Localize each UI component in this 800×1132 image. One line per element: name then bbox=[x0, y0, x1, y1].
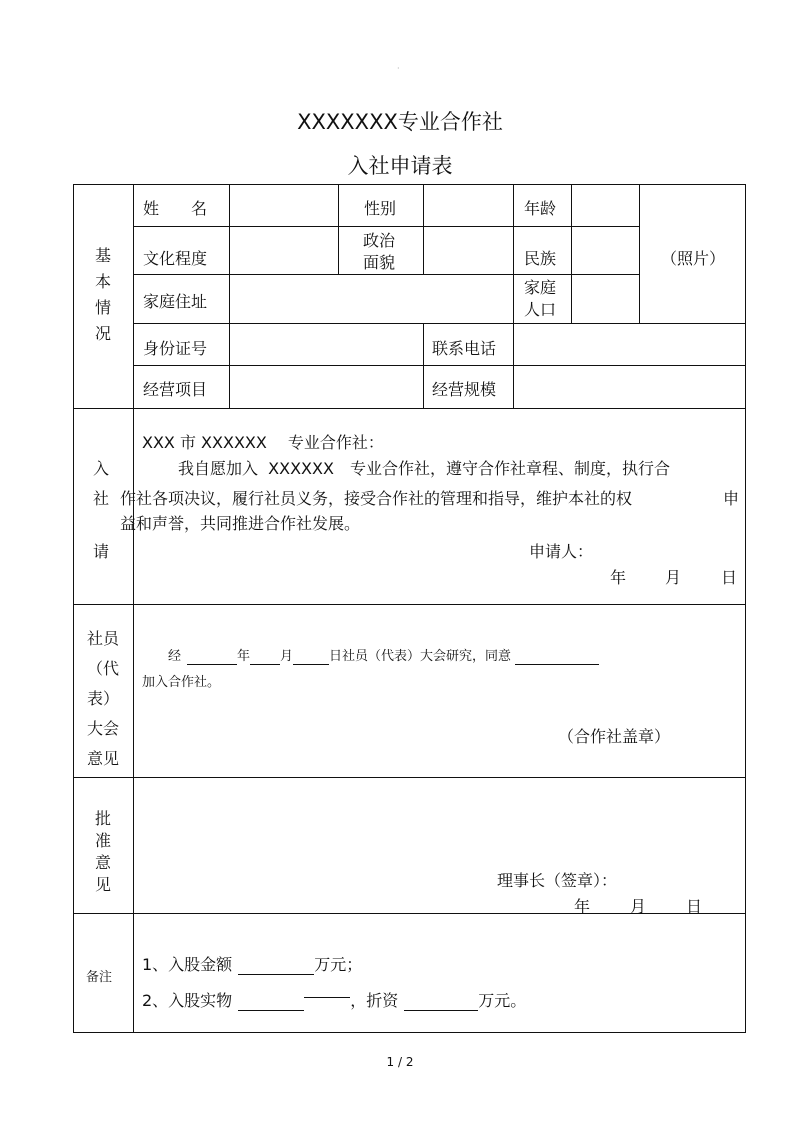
remarks-item-1 bbox=[142, 952, 362, 975]
political-label bbox=[363, 230, 395, 274]
application-salutation: XXX 市 XXXXXX 专业合作社： bbox=[142, 433, 384, 452]
basic-section-char: 情 bbox=[94, 298, 111, 317]
application-line-2: 作社各项决议，履行社员义务，接受合作社的管理和指导，维护本社的权 bbox=[120, 489, 633, 508]
assembly-text: 月 bbox=[280, 649, 294, 664]
assembly-section-label bbox=[73, 624, 133, 774]
approval-section-char: 批 bbox=[94, 809, 111, 828]
assembly-line-2: 加入合作社。 bbox=[142, 675, 221, 690]
applicant-label: 申请人： bbox=[529, 542, 594, 561]
business-field[interactable] bbox=[232, 371, 420, 403]
name-label: 姓 名 bbox=[143, 199, 208, 218]
household-label bbox=[524, 277, 556, 321]
page-title: XXXXXXX专业合作社 bbox=[297, 110, 503, 134]
approval-section-label bbox=[73, 808, 133, 896]
converted-value-blank[interactable] bbox=[404, 991, 478, 1011]
assembly-section-line: 表） bbox=[86, 689, 119, 708]
political-field[interactable] bbox=[426, 240, 511, 270]
age-label: 年龄 bbox=[524, 199, 557, 218]
basic-section-char: 况 bbox=[94, 324, 111, 343]
education-label: 文化程度 bbox=[143, 249, 208, 268]
political-label-line: 面貌 bbox=[363, 253, 396, 272]
basic-section-char: 基 bbox=[94, 246, 111, 265]
assembly-text: 日社员（代表）大会研究，同意 bbox=[329, 649, 512, 664]
share-amount-label: 1、入股金额 bbox=[142, 955, 233, 974]
assembly-year-blank[interactable] bbox=[187, 649, 237, 665]
assembly-name-blank[interactable] bbox=[515, 649, 599, 665]
gender-label: 性别 bbox=[364, 199, 397, 218]
assembly-text: 经 bbox=[168, 649, 182, 664]
ethnicity-field[interactable] bbox=[574, 240, 637, 270]
converted-value-unit: 万元。 bbox=[478, 991, 527, 1010]
application-date-year: 年 bbox=[610, 568, 627, 587]
approval-section-char: 准 bbox=[94, 831, 111, 850]
share-amount-blank[interactable] bbox=[238, 955, 314, 975]
address-field[interactable] bbox=[232, 284, 510, 318]
application-line-2-tail: 申 bbox=[723, 489, 740, 508]
approval-date-day: 日 bbox=[686, 897, 703, 916]
assembly-section-line: 社员 bbox=[86, 629, 119, 648]
approval-date-month: 月 bbox=[630, 897, 647, 916]
assembly-section-line: （代 bbox=[86, 659, 119, 678]
household-field[interactable] bbox=[574, 284, 637, 318]
phone-field[interactable] bbox=[516, 330, 742, 360]
assembly-text: 年 bbox=[237, 649, 251, 664]
applicant-signature-field[interactable] bbox=[530, 539, 740, 561]
application-line-1: 我自愿加入 XXXXXX 专业合作社，遵守合作社章程、制度，执行合 bbox=[178, 459, 670, 478]
approval-section-char: 意 bbox=[94, 853, 111, 872]
age-field[interactable] bbox=[574, 196, 637, 220]
business-label: 经营项目 bbox=[143, 380, 208, 399]
basic-section-label bbox=[73, 243, 133, 347]
assembly-resolution-line bbox=[168, 645, 599, 665]
header-dot: · bbox=[397, 64, 400, 73]
political-label-line: 政治 bbox=[363, 231, 396, 250]
name-field[interactable] bbox=[232, 196, 336, 220]
share-amount-unit: 万元； bbox=[314, 955, 363, 974]
approval-date-year: 年 bbox=[574, 897, 591, 916]
assembly-section-line: 大会 bbox=[86, 719, 119, 738]
scale-field[interactable] bbox=[516, 371, 742, 403]
address-label: 家庭住址 bbox=[143, 292, 208, 311]
ethnicity-label: 民族 bbox=[524, 249, 557, 268]
application-line-3: 益和声誉，共同推进合作社发展。 bbox=[120, 514, 361, 533]
converted-value-label: ，折资 bbox=[350, 991, 399, 1010]
basic-section-char: 本 bbox=[94, 272, 111, 291]
id-field[interactable] bbox=[232, 330, 420, 360]
remarks-item-2 bbox=[142, 988, 526, 1011]
approval-section-char: 见 bbox=[94, 875, 111, 894]
page-number: 1 / 2 bbox=[386, 1055, 414, 1069]
assembly-section-line: 意见 bbox=[86, 749, 119, 768]
remarks-section-label: 备注 bbox=[86, 970, 113, 985]
photo-placeholder[interactable]: （照片） bbox=[660, 249, 725, 268]
application-date-day: 日 bbox=[721, 568, 738, 587]
share-in-kind-dash bbox=[304, 997, 350, 998]
household-label-line: 人口 bbox=[524, 300, 557, 319]
scale-label: 经营规模 bbox=[432, 380, 497, 399]
application-section-char: 入 bbox=[93, 459, 110, 478]
education-field[interactable] bbox=[232, 240, 336, 270]
id-label: 身份证号 bbox=[143, 339, 208, 358]
chairman-signature-label: 理事长（签章）： bbox=[497, 871, 618, 890]
application-section-char: 请 bbox=[93, 542, 110, 561]
application-section-char: 社 bbox=[93, 489, 110, 508]
household-label-line: 家庭 bbox=[524, 278, 557, 297]
share-in-kind-label: 2、入股实物 bbox=[142, 991, 233, 1010]
application-date-month: 月 bbox=[665, 568, 682, 587]
phone-label: 联系电话 bbox=[432, 339, 497, 358]
assembly-month-blank[interactable] bbox=[250, 649, 280, 665]
assembly-day-blank[interactable] bbox=[293, 649, 329, 665]
cooperative-seal-label: （合作社盖章） bbox=[558, 727, 671, 746]
form-subtitle: 入社申请表 bbox=[347, 154, 453, 178]
gender-field[interactable] bbox=[426, 196, 511, 220]
share-in-kind-blank[interactable] bbox=[238, 991, 304, 1011]
